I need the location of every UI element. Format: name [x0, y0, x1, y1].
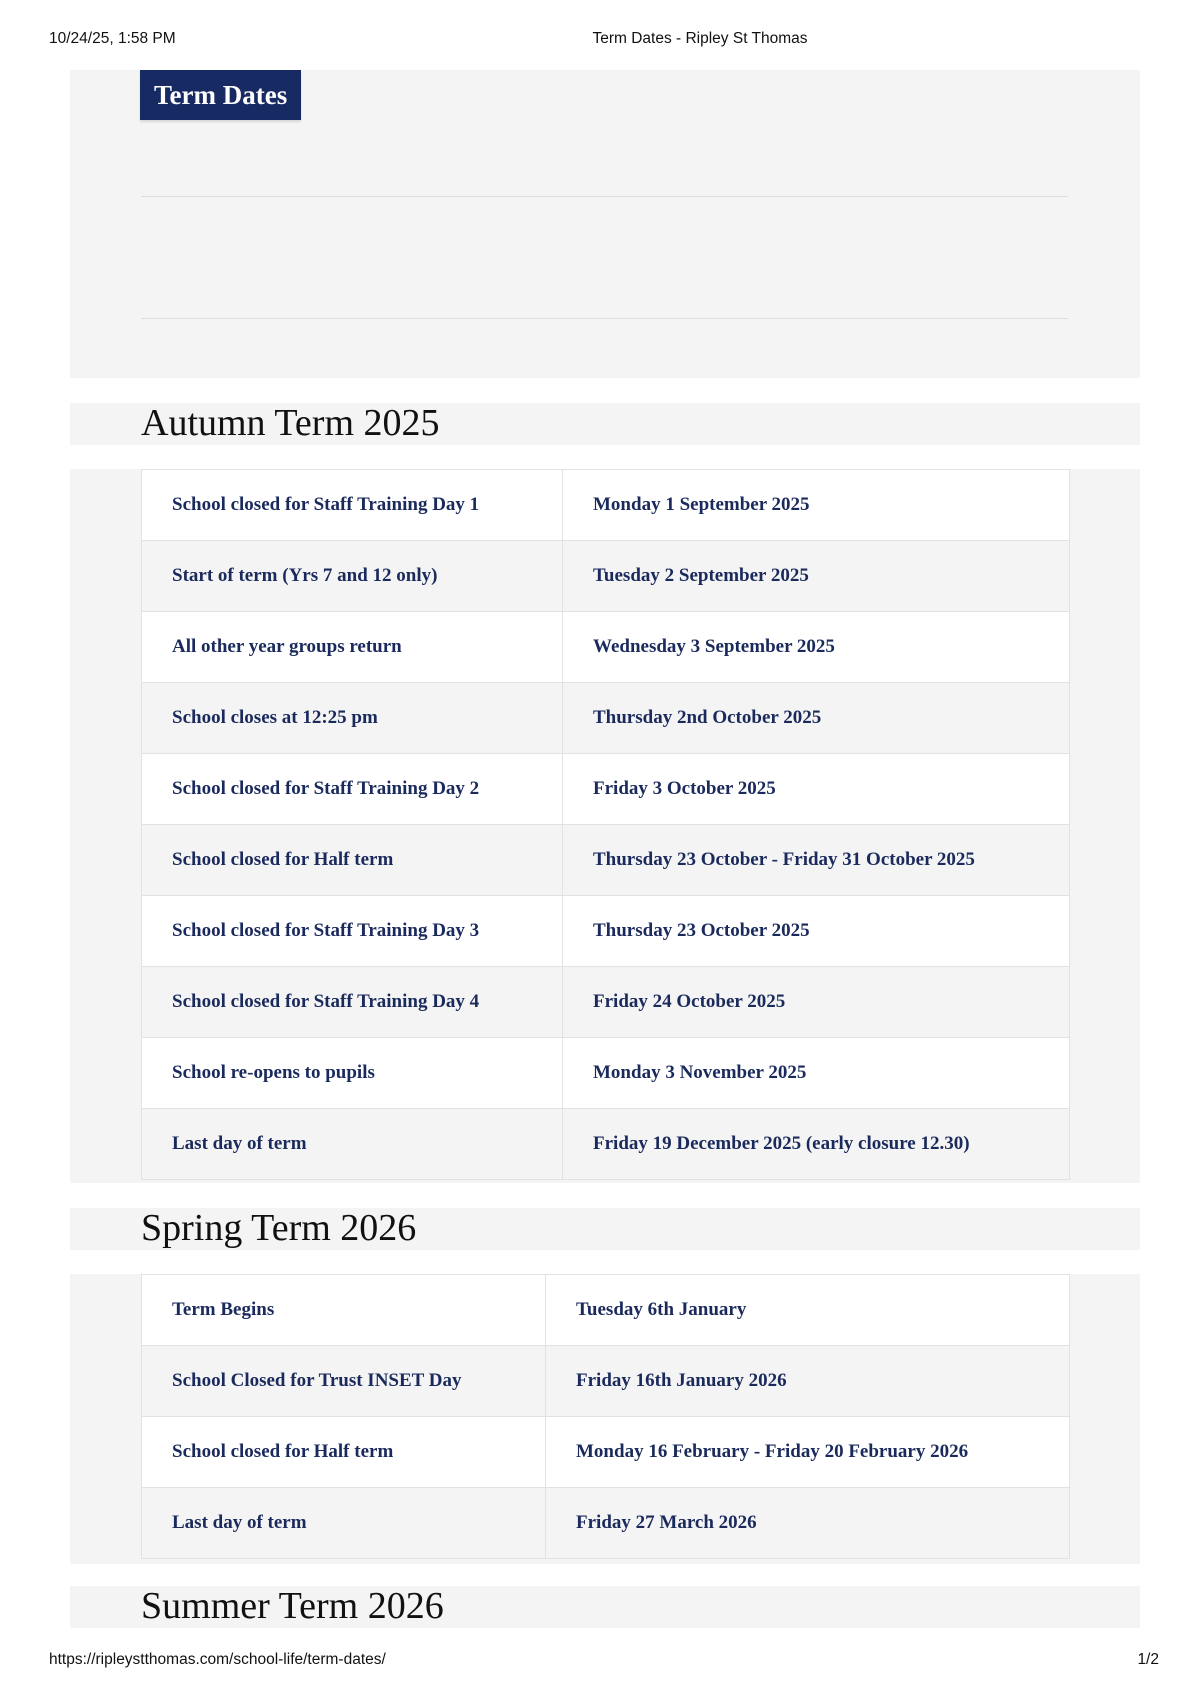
autumn-term-heading-bar — [70, 403, 1140, 445]
date-cell: Friday 3 October 2025 — [563, 754, 1070, 825]
date-cell: Thursday 23 October - Friday 31 October 2025 — [563, 825, 1070, 896]
table-row — [142, 754, 1070, 825]
event-cell: All other year groups return — [142, 612, 563, 683]
table-row — [142, 1417, 1070, 1488]
date-cell: Friday 24 October 2025 — [563, 967, 1070, 1038]
page-hero — [70, 70, 1140, 378]
term-heading: Autumn Term 2025 — [141, 402, 440, 444]
date-cell: Thursday 23 October 2025 — [563, 896, 1070, 967]
term-heading: Spring Term 2026 — [141, 1207, 417, 1249]
page-title: Term Dates — [140, 70, 301, 120]
divider — [141, 196, 1068, 197]
divider — [141, 318, 1068, 319]
date-cell: Tuesday 6th January — [546, 1275, 1070, 1346]
event-cell: Term Begins — [142, 1275, 546, 1346]
event-cell: Start of term (Yrs 7 and 12 only) — [142, 541, 563, 612]
event-cell: School closed for Half term — [142, 825, 563, 896]
table-row — [142, 470, 1070, 541]
print-header — [0, 30, 1200, 50]
autumn-term-table — [141, 469, 1070, 1180]
date-cell: Monday 3 November 2025 — [563, 1038, 1070, 1109]
table-row — [142, 1109, 1070, 1180]
spring-term-heading-bar — [70, 1208, 1140, 1250]
table-row — [142, 896, 1070, 967]
table-row — [142, 683, 1070, 754]
table-row — [142, 825, 1070, 896]
date-cell: Thursday 2nd October 2025 — [563, 683, 1070, 754]
event-cell: Last day of term — [142, 1488, 546, 1559]
print-footer — [0, 1651, 1200, 1671]
spring-term-table — [141, 1274, 1070, 1559]
event-cell: School closes at 12:25 pm — [142, 683, 563, 754]
event-cell: School Closed for Trust INSET Day — [142, 1346, 546, 1417]
date-cell: Monday 16 February - Friday 20 February 2026 — [546, 1417, 1070, 1488]
event-cell: School closed for Staff Training Day 4 — [142, 967, 563, 1038]
event-cell: School re-opens to pupils — [142, 1038, 563, 1109]
summer-term-heading-bar — [70, 1586, 1140, 1628]
date-cell: Friday 19 December 2025 (early closure 12.30) — [563, 1109, 1070, 1180]
date-cell: Friday 16th January 2026 — [546, 1346, 1070, 1417]
table-row — [142, 1038, 1070, 1109]
event-cell: School closed for Staff Training Day 1 — [142, 470, 563, 541]
print-page-number: 1/2 — [1137, 1651, 1159, 1668]
date-cell: Monday 1 September 2025 — [563, 470, 1070, 541]
table-row — [142, 967, 1070, 1038]
event-cell: Last day of term — [142, 1109, 563, 1180]
table-row — [142, 1488, 1070, 1559]
table-row — [142, 1275, 1070, 1346]
table-row — [142, 612, 1070, 683]
event-cell: School closed for Staff Training Day 3 — [142, 896, 563, 967]
term-heading: Summer Term 2026 — [141, 1585, 444, 1627]
date-cell: Wednesday 3 September 2025 — [563, 612, 1070, 683]
print-page-title: Term Dates - Ripley St Thomas — [592, 30, 808, 47]
date-cell: Friday 27 March 2026 — [546, 1488, 1070, 1559]
print-url: https://ripleystthomas.com/school-life/term-dates/ — [49, 1651, 386, 1668]
table-row — [142, 1346, 1070, 1417]
event-cell: School closed for Staff Training Day 2 — [142, 754, 563, 825]
event-cell: School closed for Half term — [142, 1417, 546, 1488]
date-cell: Tuesday 2 September 2025 — [563, 541, 1070, 612]
print-datetime: 10/24/25, 1:58 PM — [49, 30, 176, 47]
table-row — [142, 541, 1070, 612]
